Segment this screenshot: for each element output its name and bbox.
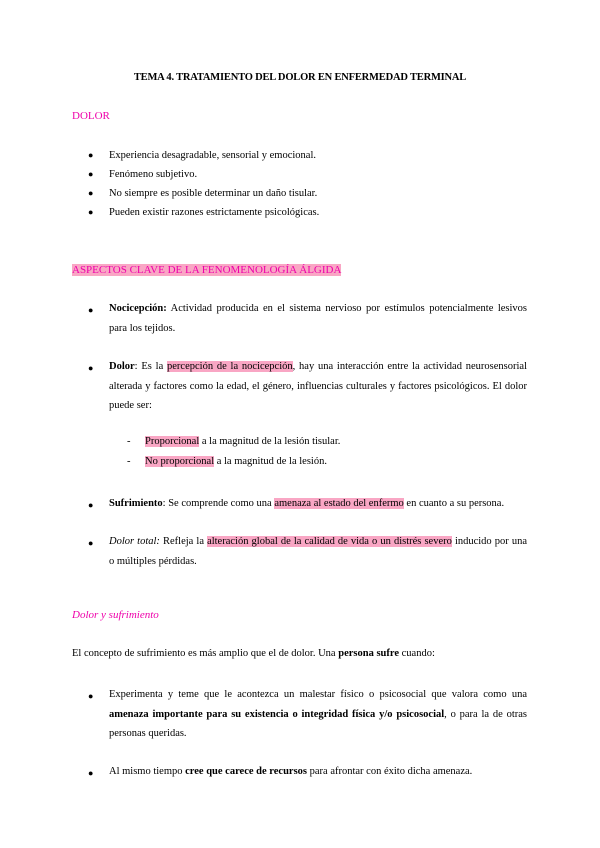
document-page: TEMA 4. TRATAMIENTO DEL DOLOR EN ENFERMEDAD TERMINAL DOLOR ● Experiencia desagradable, sensorial y emocional. ● Fenómeno subjetivo. ● No siempre es posible determinar un daño tisular. ● Pueden existir razones estrictamente psicológicas. ASPECTOS CLAVE DE LA FENOMENOLOGÍA ÁLGIDA ● Nocicepción: Actividad producida en el sistema nervioso por estímulos potencialmente lesivos para los tejidos. ● Dolor: Es la percepción de la nocicepción, hay una interacción entre la actividad neurosensorial alterada y factores como la edad, el género, influencias culturales y factores psicológicos. El dolor puede ser: - Proporcional a la magnitud de la lesión tisular. - No proporcional a la magnitud de la lesión. ● Sufrimiento: Se comprende como una amenaza al estado del enfermo en cuanto a su persona. ● Dolor total: Refleja la alteración global de la calidad de vida o un distrés severo inducido por una o múltiples pérdidas. Dolor y sufrimiento El concepto de sufrimiento es más amplio que el de dolor. Una persona sufre cuando: ● Experimenta y teme que le acontezca un malestar físico o psicosocial que valora como una amenaza importante para su existencia o integridad física y/o psicosocial, o para la de otras personas queridas. ● Al mismo tiempo cree que carece de recursos para afrontar con éxito dicha amenaza.	[0, 0, 600, 848]
definition-nocicepcion: Nocicepción: Actividad producida en el sistema nervioso por estímulos potencialmente lesivos para los tejidos.	[109, 303, 527, 334]
sufre-condition-2: Al mismo tiempo cree que carece de recursos para afrontar con éxito dicha amenaza.	[109, 766, 473, 777]
definition-dolor: Dolor: Es la percepción de la nocicepción, hay una interacción entre la actividad neurosensorial alterada y factores como la edad, el género, influencias culturales y factores psicológicos. El dolor puede ser:	[109, 361, 527, 411]
dash-marker: -	[127, 456, 131, 467]
sufre-condition-1: Experimenta y teme que le acontezca un malestar físico o psicosocial que valora como una amenaza importante para su existencia o integridad física y/o psicosocial, o para la de otras personas queridas.	[109, 689, 528, 739]
dash-marker: -	[127, 436, 131, 447]
definition-dolor-total: Dolor total: Refleja la alteración global de la calidad de vida o un distrés severo inducido por una o múltiples pérdidas.	[109, 536, 527, 567]
bullet-icon: ●	[88, 188, 94, 198]
bullet-icon: ●	[88, 691, 94, 701]
definition-sufrimiento: Sufrimiento: Se comprende como una amenaza al estado del enfermo en cuanto a su persona.	[109, 498, 505, 509]
bullet-icon: ●	[88, 500, 94, 510]
bullet-icon: ●	[88, 768, 94, 778]
bullet-icon: ●	[88, 207, 94, 217]
bullet-icon: ●	[88, 363, 94, 373]
bullet-icon: ●	[88, 150, 94, 160]
section-heading-dolor-sufrimiento: Dolor y sufrimiento	[72, 609, 159, 621]
section-heading-aspectos: ASPECTOS CLAVE DE LA FENOMENOLOGÍA ÁLGIDA	[72, 264, 342, 276]
section-heading-dolor: DOLOR	[72, 110, 110, 122]
bullet-icon: ●	[88, 538, 94, 548]
bullet-icon: ●	[88, 305, 94, 315]
intro-paragraph: El concepto de sufrimiento es más amplio que el de dolor. Una persona sufre cuando:	[72, 648, 435, 659]
document-title: TEMA 4. TRATAMIENTO DEL DOLOR EN ENFERMEDAD TERMINAL	[133, 72, 467, 83]
bullet-icon: ●	[88, 169, 94, 179]
